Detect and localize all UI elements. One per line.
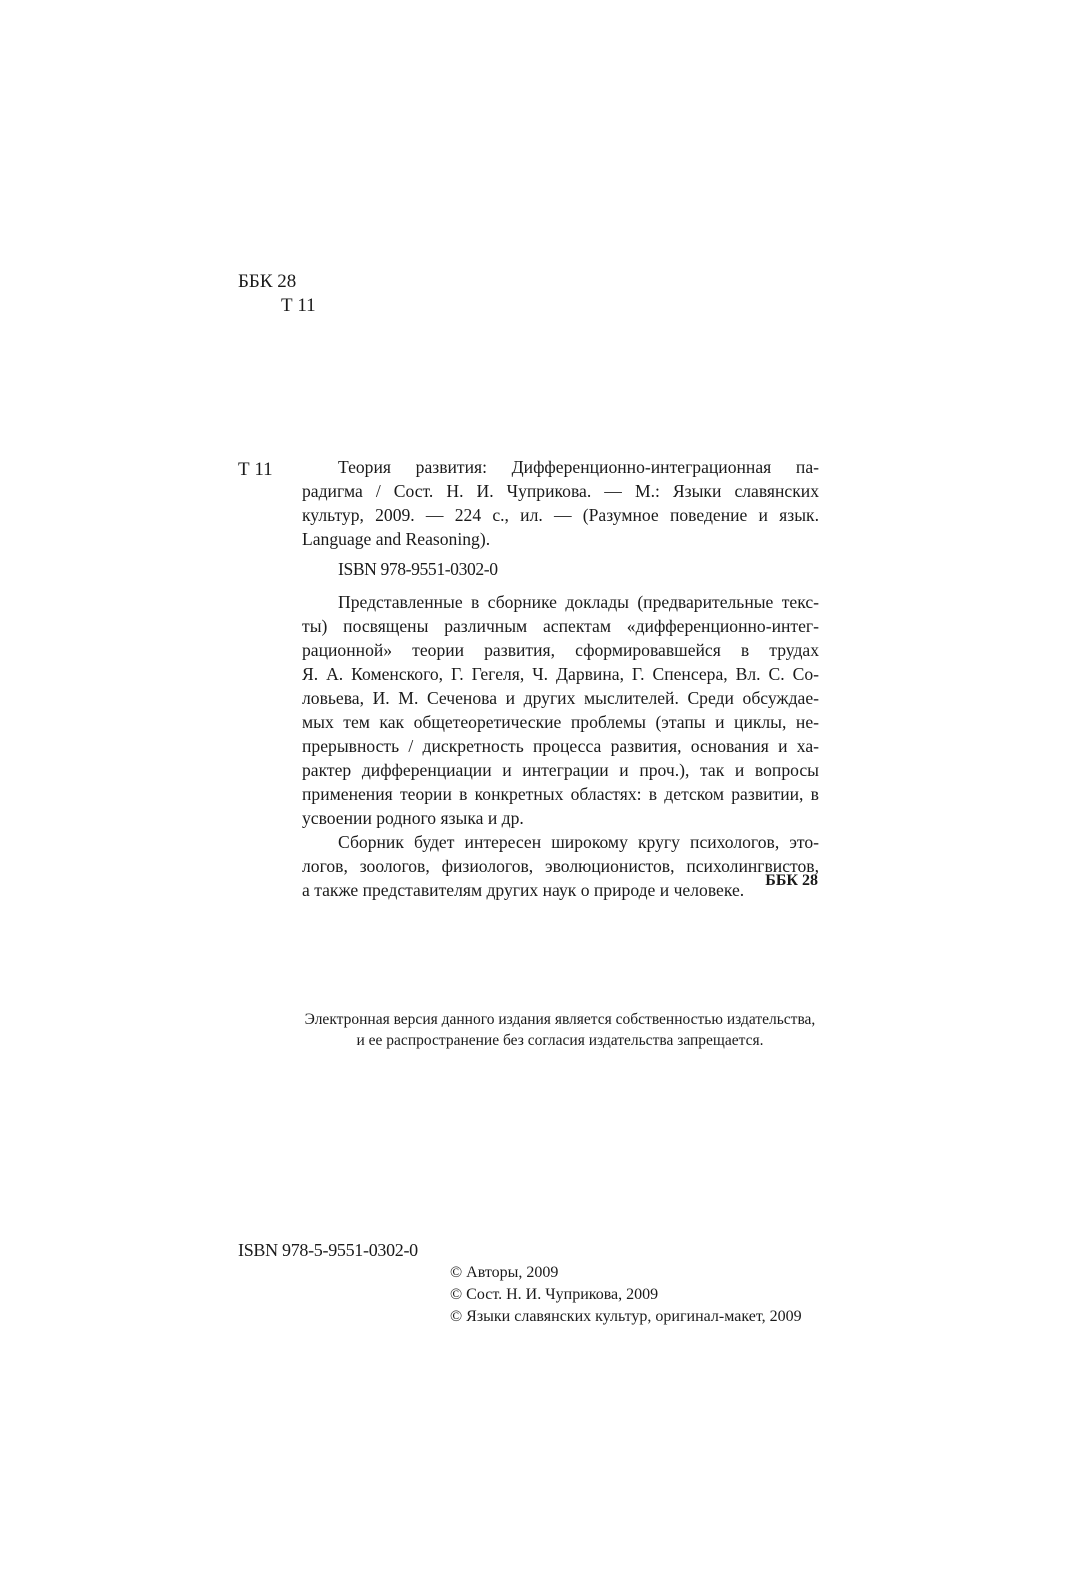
annotation-line: применения теории в конкретных областях: в детском развитии, в (302, 784, 819, 804)
annotation-line: ты) посвящены различным аспектам «дифференционно-интег- (302, 616, 819, 636)
author-mark: Т 11 (281, 295, 316, 316)
annotation-line: а также представителям других наук о природе и человеке. (302, 880, 745, 900)
annotation-line: Я. А. Коменского, Г. Гегеля, Ч. Дарвина, Г. Спенсера, Вл. С. Со- (302, 664, 819, 684)
copyright-line: © Сост. Н. И. Чуприкова, 2009 (450, 1286, 659, 1303)
copyright-list (450, 1262, 802, 1328)
bbk-code: ББК 28 (238, 271, 297, 292)
copyright-line: © Авторы, 2009 (450, 1264, 559, 1281)
entry-author-mark: Т 11 (238, 459, 273, 480)
rights-notice-line: и ее распространение без согласия издательства запрещается. (356, 1032, 764, 1049)
rights-notice (282, 1009, 838, 1051)
annotation-line: рактер дифференциации и интеграции и проч.), так и вопросы (302, 760, 819, 780)
bib-line: радигма / Сост. Н. И. Чуприкова. — М.: Языки славянских (302, 481, 819, 501)
annotation-line: рационной» теории развития, сформировавшейся в трудах (302, 640, 819, 660)
bib-line: культур, 2009. — 224 с., ил. — (Разумное поведение и язык. (302, 505, 819, 525)
annotation-line: мых тем как общетеоретические проблемы (этапы и циклы, не- (302, 712, 819, 732)
annotation-line: Сборник будет интересен широкому кругу психологов, это- (338, 832, 819, 852)
bib-line: Теория развития: Дифференционно-интеграционная па- (338, 457, 819, 477)
copyright-line: © Языки славянских культур, оригинал-макет, 2009 (450, 1308, 802, 1325)
annotation-line: усвоении родного языка и др. (302, 808, 524, 828)
bibliographic-description (302, 455, 819, 551)
footer-isbn: ISBN 978-5-9551-0302-0 (238, 1240, 418, 1260)
annotation-line: логов, зоологов, физиологов, эволюционистов, психолингвистов, (302, 856, 819, 876)
annotation-line: ловьева, И. М. Сеченова и других мыслителей. Среди обсуждае- (302, 688, 819, 708)
bbk-header (238, 270, 316, 318)
bib-line: Language and Reasoning). (302, 529, 491, 549)
annotation-line: Представленные в сборнике доклады (предварительные текс- (338, 592, 819, 612)
annotation (302, 590, 819, 902)
annotation-bbk-code: ББК 28 (765, 872, 818, 889)
entry-isbn-block (302, 557, 819, 581)
entry-isbn: ISBN 978-9551-0302-0 (338, 559, 498, 579)
rights-notice-line: Электронная версия данного издания является собственностью издательства, (304, 1011, 816, 1028)
annotation-line: прерывность / дискретность процесса развития, основания и ха- (302, 736, 819, 756)
